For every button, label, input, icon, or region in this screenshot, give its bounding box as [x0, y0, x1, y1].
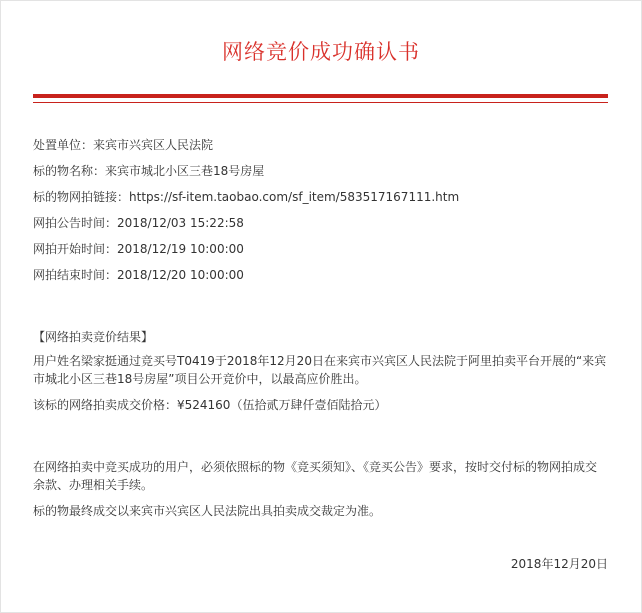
- field-label: 网拍开始时间：: [33, 242, 118, 256]
- field-value: 来宾市兴宾区人民法院: [93, 138, 214, 152]
- document-date: 2018年12月20日: [510, 557, 608, 571]
- field-auction-link: [33, 188, 608, 206]
- field-label: 标的物名称：: [33, 164, 106, 178]
- document-body: [33, 136, 608, 528]
- result-heading: 【网络拍卖竞价结果】: [33, 330, 154, 344]
- field-label: 标的物网拍链接：: [33, 190, 130, 204]
- result-paragraph: 用户姓名梁家挺通过竞买号T0419于2018年12月20日在来宾市兴宾区人民法院于阿里拍卖平台开展的“来宾市城北小区三巷18号房屋”项目公开竞价中，以最高应价胜出。: [33, 354, 607, 386]
- field-start-time: [33, 240, 608, 258]
- field-end-time: [33, 266, 608, 284]
- document-title: 网络竞价成功确认书: [222, 40, 420, 64]
- title-divider-thick: [33, 94, 608, 98]
- price-line: 该标的网络拍卖成交价格：¥524160（伍拾贰万肆仟壹佰陆拾元）: [33, 398, 387, 412]
- title-divider-thin: [33, 102, 608, 103]
- field-value: 2018/12/19 10:00:00: [117, 242, 244, 256]
- field-announcement-time: [33, 214, 608, 232]
- auction-link[interactable]: https://sf-item.taobao.com/sf_item/583517167111.htm: [129, 190, 460, 204]
- notice-paragraph: 在网络拍卖中竞买成功的用户，必须依照标的物《竞买须知》、《竞买公告》要求，按时交付标的物网拍成交余款、办理相关手续。: [33, 460, 598, 492]
- field-label: 处置单位：: [33, 138, 94, 152]
- field-label: 网拍公告时间：: [33, 216, 118, 230]
- field-disposal-unit: [33, 136, 608, 154]
- final-notice-paragraph: 标的物最终成交以来宾市兴宾区人民法院出具拍卖成交裁定为准。: [33, 504, 382, 518]
- field-item-name: [33, 162, 608, 180]
- field-value: 2018/12/03 15:22:58: [117, 216, 244, 230]
- field-value: 来宾市城北小区三巷18号房屋: [105, 164, 265, 178]
- field-value: 2018/12/20 10:00:00: [117, 268, 244, 282]
- field-label: 网拍结束时间：: [33, 268, 118, 282]
